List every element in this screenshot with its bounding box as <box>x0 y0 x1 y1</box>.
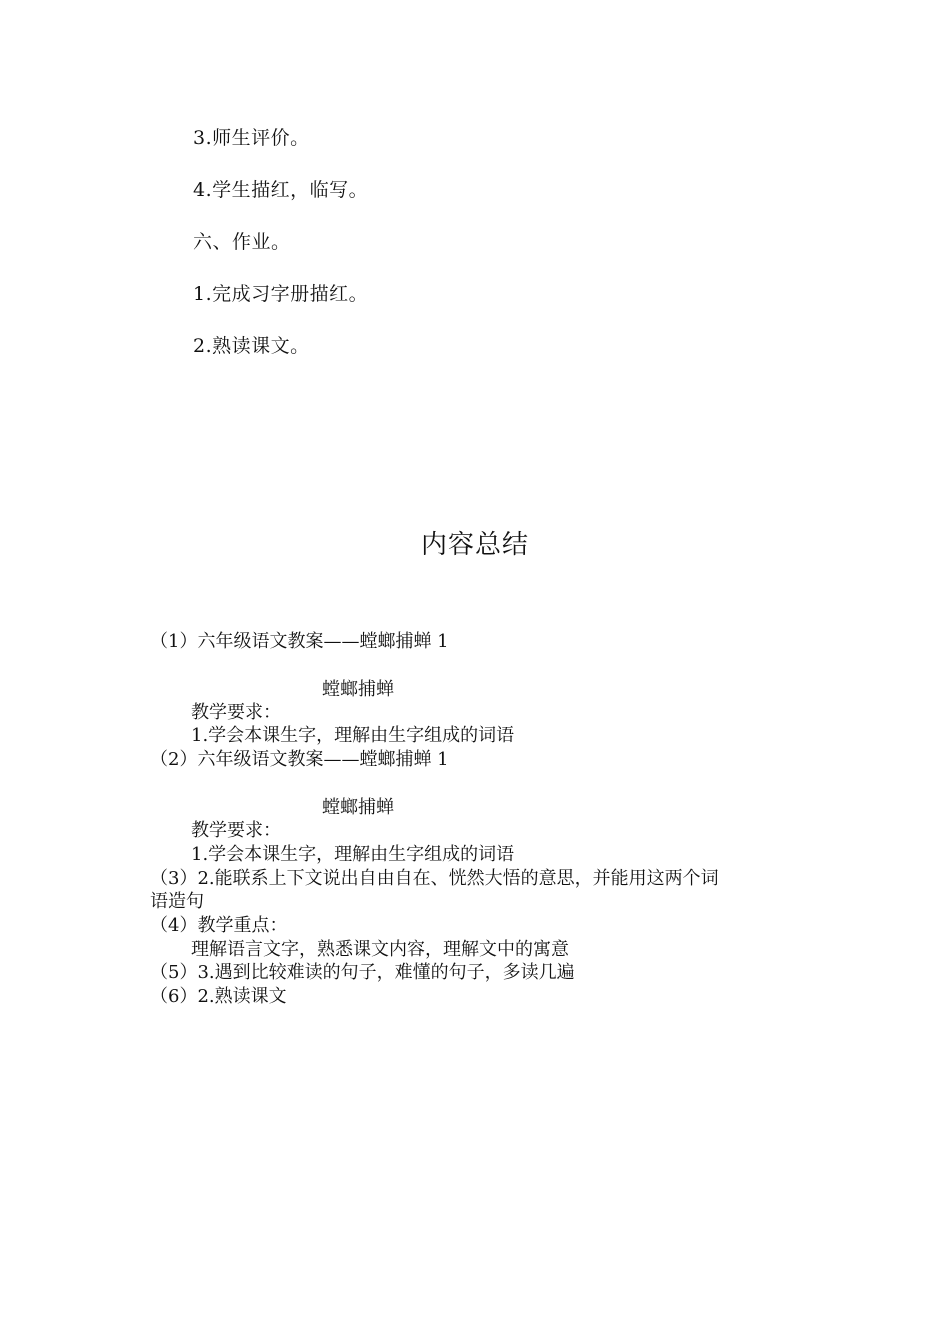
summary-item-5-prefix: （5） <box>150 962 198 983</box>
top-line-4: 1.完成习字册描红。 <box>193 283 369 305</box>
summary-item-6-prefix: （6） <box>150 986 198 1007</box>
summary-item-4-prefix: （4） <box>150 915 198 936</box>
summary-item-3-line-1 <box>150 867 719 890</box>
top-line-2: 4.学生描红，临写。 <box>193 179 369 201</box>
top-line-3: 六、作业。 <box>193 231 291 253</box>
summary-item-1-subtitle: 螳螂捕蝉 <box>322 679 394 700</box>
summary-item-1-requirement-label: 教学要求： <box>191 702 281 723</box>
summary-item-3-text: 2.能联系上下文说出自由自在、恍然大悟的意思，并能用这两个词 <box>197 868 719 889</box>
summary-title: 内容总结 <box>420 530 529 560</box>
top-line-1: 3.师生评价。 <box>193 127 310 149</box>
summary-item-2-prefix: （2） <box>150 749 198 770</box>
summary-item-4-text: 教学重点： <box>197 915 288 936</box>
summary-item-2-subtitle: 螳螂捕蝉 <box>322 797 394 818</box>
summary-item-1-heading: 六年级语文教案——螳螂捕蝉 1 <box>197 631 449 652</box>
summary-item-1-prefix: （1） <box>150 631 198 652</box>
summary-item-2-heading: 六年级语文教案——螳螂捕蝉 1 <box>197 749 449 770</box>
summary-item-3-prefix: （3） <box>150 868 198 889</box>
summary-item-2-requirement-text: 1.学会本课生字，理解由生字组成的词语 <box>191 844 515 865</box>
summary-item-5-text: 3.遇到比较难读的句子，难懂的句子，多读几遍 <box>197 962 575 983</box>
summary-item-5-line-1 <box>150 961 575 984</box>
summary-item-3-line-2: 语造句 <box>150 891 204 912</box>
top-line-5: 2.熟读课文。 <box>193 335 310 357</box>
summary-item-1-heading-line <box>150 630 449 653</box>
summary-item-2-requirement-label: 教学要求： <box>191 820 281 841</box>
summary-item-6-text: 2.熟读课文 <box>197 986 287 1007</box>
summary-item-4-line-1 <box>150 914 287 937</box>
summary-item-2-heading-line <box>150 748 449 771</box>
summary-item-1-requirement-text: 1.学会本课生字，理解由生字组成的词语 <box>191 725 515 746</box>
summary-item-6-line-1 <box>150 985 287 1008</box>
summary-item-4-line-2: 理解语言文字，熟悉课文内容，理解文中的寓意 <box>191 939 569 960</box>
